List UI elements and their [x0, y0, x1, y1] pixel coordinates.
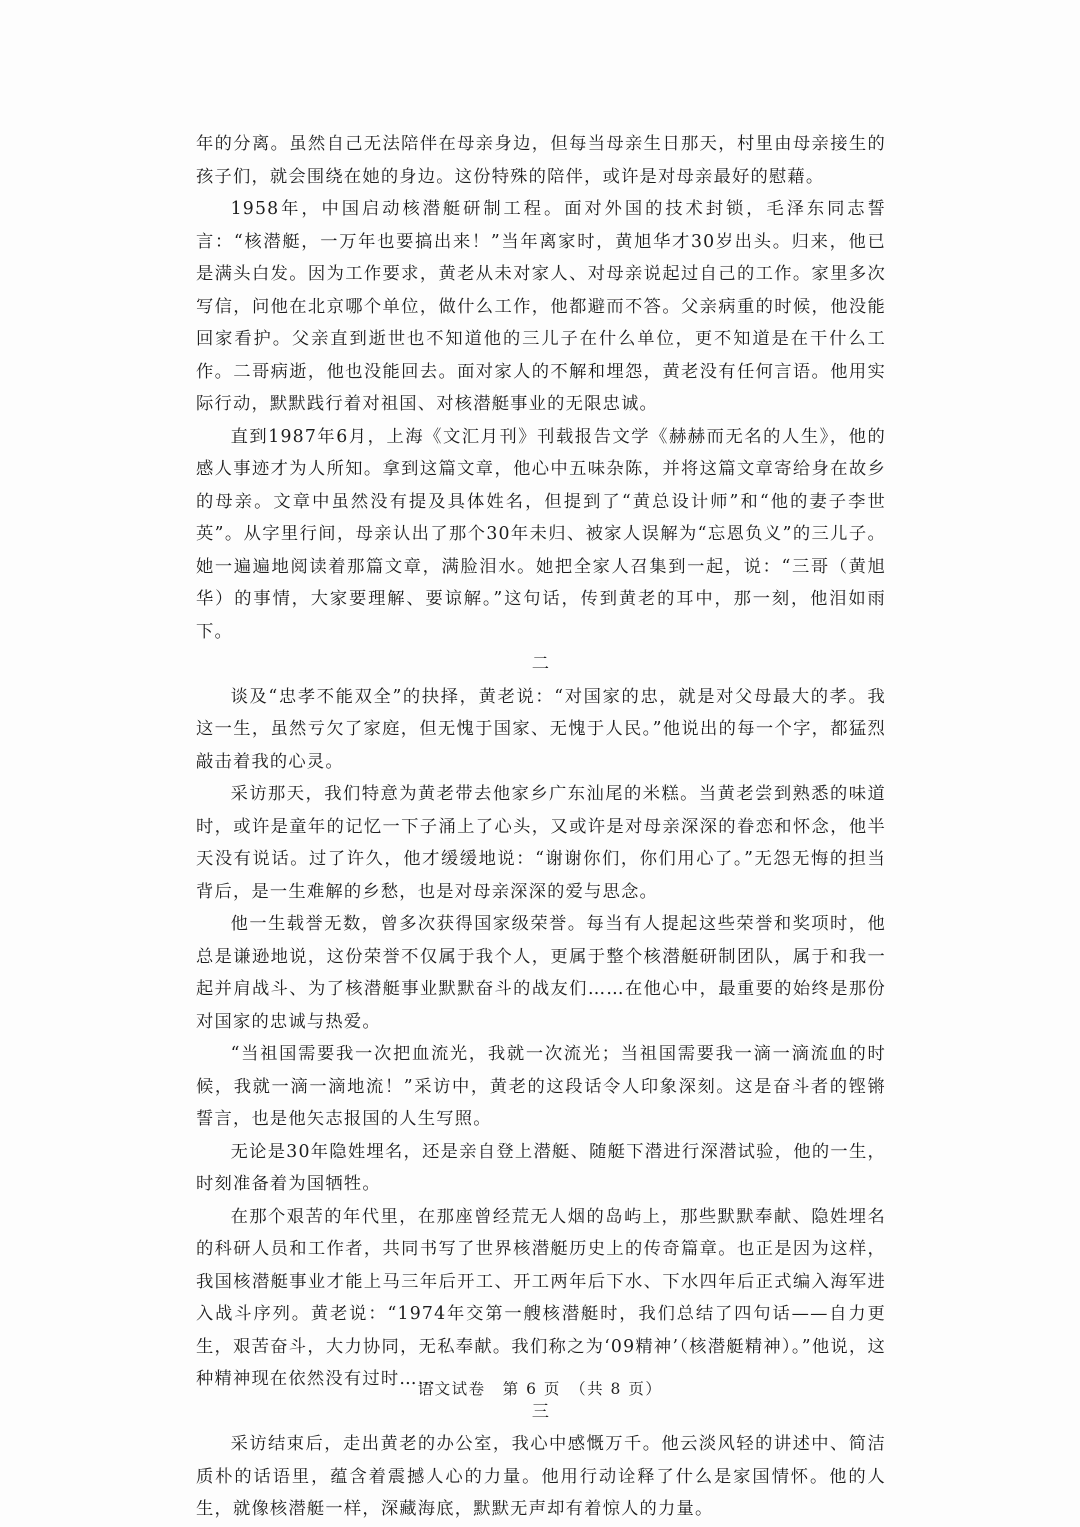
section-number-three: 三: [531, 1401, 551, 1422]
paragraph-conclusion: 采访结束后，走出黄老的办公室，我心中感慨万千。他云淡风轻的讲述中、简洁质朴的话语里，蕴含着震撼人心的力量。他用行动诠释了什么是家国情怀。他的人生，就像核潜艇一样，深藏海底，默默无声却有着惊人的力量。: [196, 1434, 886, 1519]
paragraph-1958: 1958年，中国启动核潜艇研制工程。面对外国的技术封锁，毛泽东同志誓言：“核潜艇，一万年也要搞出来！”当年离家时，黄旭华才30岁出头。归来，他已是满头白发。因为工作要求，黄老从未对家人、对母亲说起过自己的工作。家里多次写信，问他在北京哪个单位，做什么工作，他都避而不答。父亲病重的时候，他没能回家看护。父亲直到逝世也不知道他的三儿子在什么单位，更不知道是在干什么工作。二哥病逝，他也没能回去。面对家人的不解和埋怨，黄老没有任何言语。他用实际行动，默默践行着对祖国、对核潜艇事业的无限忠诚。: [196, 199, 886, 414]
paragraph-interview-day: 采访那天，我们特意为黄老带去他家乡广东汕尾的米糕。当黄老尝到熟悉的味道时，或许是童年的记忆一下子涌上了心头，又或许是对母亲深深的眷恋和怀念，他半天没有说话。过了许久，他才缓缓地说：“谢谢你们，你们用心了。”无怨无悔的担当背后，是一生难解的乡愁，也是对母亲深深的爱与思念。: [196, 784, 886, 902]
section-number-two: 二: [531, 654, 551, 674]
page-footer: 语文试卷 第 6 页 （共 8 页）: [417, 1380, 663, 1398]
paragraph-quote: “当祖国需要我一次把血流光，我就一次流光；当祖国需要我一滴一滴流血的时候，我就一滴一滴地流！”采访中，黄老的这段话令人印象深刻。这是奋斗者的铿锵誓言，也是他矢志报国的人生写照。: [196, 1044, 886, 1129]
paragraph-continued: 年的分离。虽然自己无法陪伴在母亲身边，但每当母亲生日那天，村里由母亲接生的孩子们，就会围绕在她的身边。这份特殊的陪伴，或许是对母亲最好的慰藉。: [196, 134, 886, 187]
paragraph-sacrifice: 无论是30年隐姓埋名，还是亲自登上潜艇、随艇下潜进行深潜试验，他的一生，时刻准备着为国牺牲。: [196, 1141, 886, 1194]
paragraph-09-spirit: 在那个艰苦的年代里，在那座曾经荒无人烟的岛屿上，那些默默奉献、隐姓埋名的科研人员和工作者，共同书写了世界核潜艇历史上的传奇篇章。也正是因为这样，我国核潜艇事业才能上马三年后开工、开工两年后下水、下水四年后正式编入海军进入战斗序列。黄老说：“1974年交第一艘核潜艇时，我们总结了四句话——自力更生，艰苦奋斗，大力协同，无私奉献。我们称之为‘09精神’（核潜艇精神）。”他说，这种精神现在依然没有过时……: [196, 1206, 886, 1389]
article-body: [196, 128, 886, 1526]
paragraph-honors: 他一生载誉无数，曾多次获得国家级荣誉。每当有人提起这些荣誉和奖项时，他总是谦逊地说，这份荣誉不仅属于我个人，更属于整个核潜艇研制团队，属于和我一起并肩战斗、为了核潜艇事业默默奋斗的战友们……在他心中，最重要的始终是那份对国家的忠诚与热爱。: [196, 914, 886, 1032]
paragraph-1987: 直到1987年6月，上海《文汇月刊》刊载报告文学《赫赫而无名的人生》，他的感人事迹才为人所知。拿到这篇文章，他心中五味杂陈，并将这篇文章寄给身在故乡的母亲。文章中虽然没有提及具体姓名，但提到了“黄总设计师”和“他的妻子李世英”。从字里行间，母亲认出了那个30年未归、被家人误解为“忘恩负义”的三儿子。她一遍遍地阅读着那篇文章，满脸泪水。她把全家人召集到一起，说：“三哥（黄旭华）的事情，大家要理解、要谅解。”这句话，传到黄老的耳中，那一刻，他泪如雨下。: [196, 426, 886, 642]
paragraph-loyalty: 谈及“忠孝不能双全”的抉择，黄老说：“对国家的忠，就是对父母最大的孝。我这一生，虽然亏欠了家庭，但无愧于国家、无愧于人民。”他说出的每一个字，都猛烈敲击着我的心灵。: [196, 686, 886, 772]
